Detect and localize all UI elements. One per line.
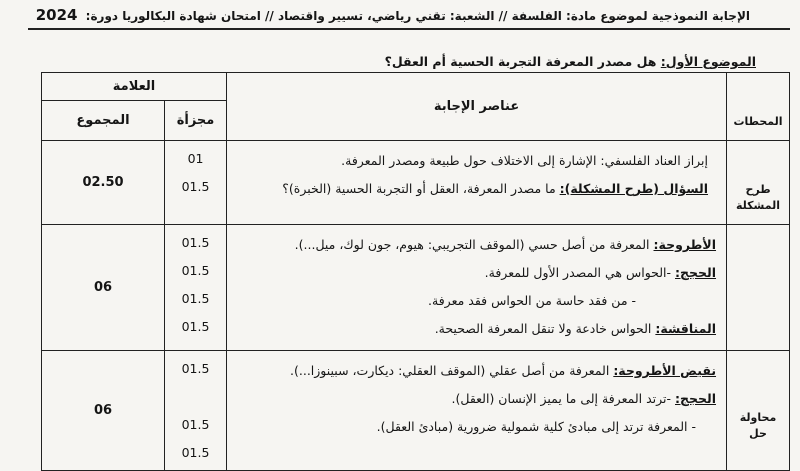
header-year: 2024 — [35, 6, 78, 24]
partial-value: 01.5 — [181, 263, 210, 278]
header-text: الإجابة النموذجية لموضوع مادة: الفلسفة // الشعبة: تقني رياضي، تسيير واقتصاد // امتحان شهادة البكالوريا دورة: — [85, 9, 750, 23]
partial-value: 01.5 — [181, 361, 210, 376]
axis-cell — [727, 351, 790, 471]
content-text: إبراز العناد الفلسفي: الإشارة إلى الاختلاف حول طبيعة ومصدر المعرفة. — [341, 153, 709, 168]
partial-value: 01.5 — [181, 235, 210, 250]
content-cell — [227, 141, 727, 225]
content-label: نقيض الأطروحة: — [613, 363, 717, 378]
total-cell: 06 — [42, 225, 165, 351]
content-line — [233, 147, 716, 175]
total-cell: 06 — [42, 351, 165, 471]
axis-cell — [727, 225, 790, 351]
partial-value: 01.5 — [181, 319, 210, 334]
table-row — [42, 141, 790, 225]
content-label: الأطروحة: — [653, 237, 717, 252]
partial-cell — [165, 225, 227, 351]
content-cell — [227, 351, 727, 471]
topic-title — [385, 54, 756, 69]
axis-label: حل — [749, 426, 767, 440]
header-axes: المحطات — [727, 73, 790, 141]
partial-cell — [165, 351, 227, 471]
header-grade: العلامة — [42, 73, 227, 101]
content-label: المناقشة: — [655, 321, 717, 336]
content-text: الحواس خادعة ولا تنقل المعرفة الصحيحة. — [434, 321, 652, 336]
partial-value: 01 — [187, 151, 204, 166]
content-text: المعرفة من أصل حسي (الموقف التجريبي: هيوم، جون لوك، ميل...). — [294, 237, 650, 252]
content-text: -ترتد المعرفة إلى ما يميز الإنسان (العقل). — [451, 391, 672, 406]
content-label: الحجج: — [675, 265, 717, 280]
page-header — [35, 6, 750, 24]
content-cell — [227, 225, 727, 351]
topic-question: هل مصدر المعرفة التجربة الحسية أم العقل؟ — [384, 54, 657, 69]
content-line — [233, 413, 716, 441]
partial-value: 01.5 — [181, 291, 210, 306]
topic-label: الموضوع الأول: — [660, 54, 756, 69]
partial-value: 01.5 — [181, 445, 210, 460]
header-divider — [28, 28, 790, 30]
axis-label: طرح — [745, 182, 771, 196]
axis-cell — [727, 141, 790, 225]
content-line — [233, 231, 716, 259]
content-label: الحجج: — [675, 391, 717, 406]
content-text: المعرفة من أصل عقلي (الموقف العقلي: ديكارت، سبينوزا...). — [290, 363, 610, 378]
content-text: -الحواس هي المصدر الأول للمعرفة. — [484, 265, 672, 280]
table-row — [42, 225, 790, 351]
content-label: السؤال (طرح المشكلة): — [559, 181, 709, 196]
partial-value: 01.5 — [181, 417, 210, 432]
axis-label: المشكلة — [736, 198, 781, 212]
content-line — [233, 175, 716, 203]
header-content: عناصر الإجابة — [227, 73, 727, 141]
header-total: المجموع — [42, 101, 165, 141]
total-cell: 02.50 — [42, 141, 165, 225]
content-text: - من فقد حاسة من الحواس فقد معرفة. — [428, 293, 637, 308]
content-line — [233, 385, 716, 413]
content-text: - المعرفة ترتد إلى مبادئ كلية شمولية ضرورية (مبادئ العقل). — [376, 419, 697, 434]
answer-table — [41, 72, 790, 471]
axis-label: محاولة — [739, 410, 777, 424]
content-line — [233, 315, 716, 343]
content-line — [233, 287, 716, 315]
table-row — [42, 351, 790, 471]
content-text: ما مصدر المعرفة، العقل أو التجربة الحسية (الخبرة)؟ — [282, 181, 556, 196]
partial-cell — [165, 141, 227, 225]
partial-value: 01.5 — [181, 179, 210, 194]
header-partial: مجزأة — [165, 101, 227, 141]
partial-value — [165, 383, 226, 411]
content-line — [233, 259, 716, 287]
content-line — [233, 357, 716, 385]
